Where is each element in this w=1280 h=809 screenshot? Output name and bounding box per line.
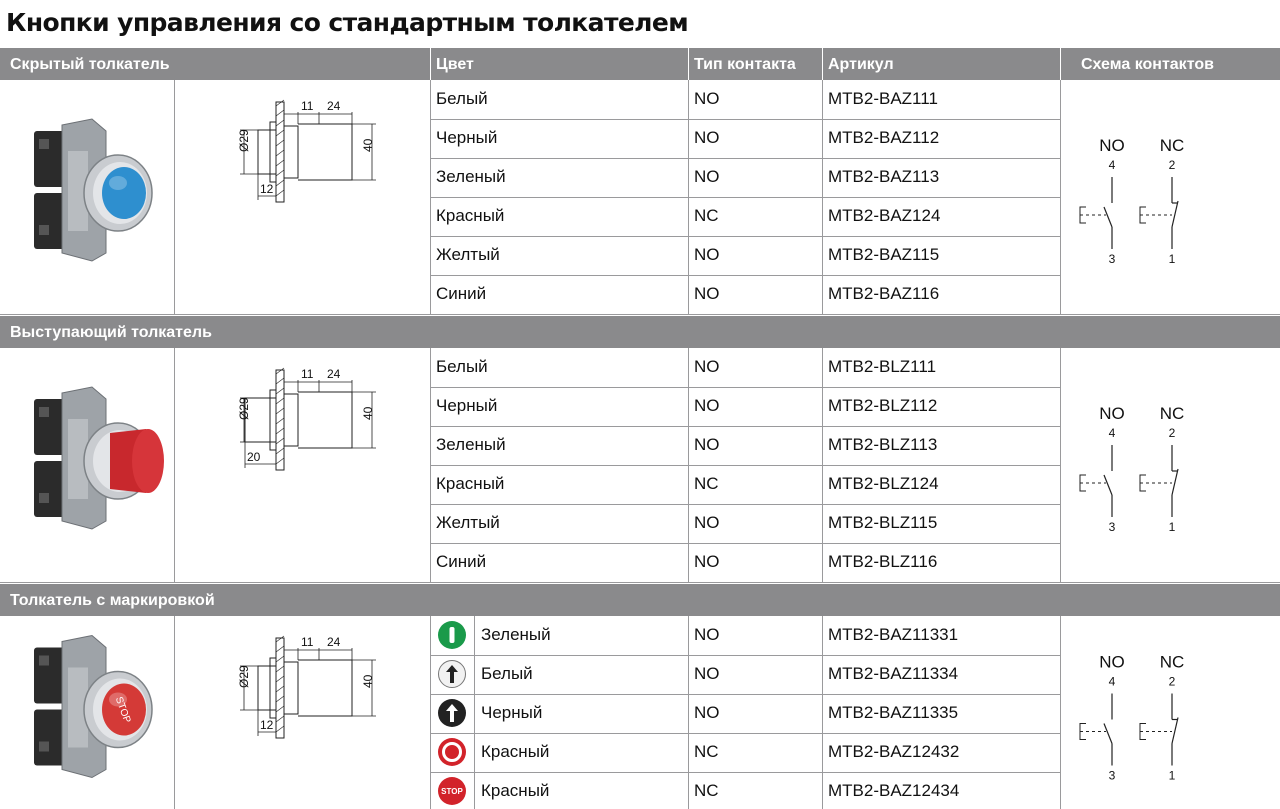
grid-line-vertical <box>174 80 175 314</box>
color-label: Синий <box>436 284 487 303</box>
article-number[interactable]: MTB2-BAZ113 <box>828 167 940 186</box>
svg-text:NO: NO <box>1099 404 1125 423</box>
svg-text:4: 4 <box>1108 158 1116 172</box>
article-number[interactable]: MTB2-BAZ124 <box>828 206 941 225</box>
black-arrow-up-icon <box>437 698 467 728</box>
pushbutton-photo <box>6 622 170 805</box>
dimension-drawing <box>200 358 400 498</box>
article-number[interactable]: MTB2-BLZ116 <box>828 552 938 571</box>
grid-line-horizontal <box>430 426 1060 427</box>
grid-line-horizontal <box>430 197 1060 198</box>
column-header-schema: Схема контактов <box>1081 56 1214 73</box>
article-number[interactable]: MTB2-BLZ111 <box>828 357 937 376</box>
svg-text:4: 4 <box>1108 674 1116 689</box>
header-divider <box>822 48 823 80</box>
section-title: Скрытый толкатель <box>10 56 170 73</box>
grid-line-horizontal <box>430 465 1060 466</box>
grid-line-vertical <box>822 616 823 809</box>
color-label: Красный <box>481 781 550 800</box>
svg-text:1: 1 <box>1168 768 1176 783</box>
article-number[interactable]: MTB2-BAZ112 <box>828 128 940 147</box>
svg-text:40: 40 <box>361 674 375 688</box>
svg-text:11: 11 <box>301 367 314 381</box>
article-number[interactable]: MTB2-BAZ11334 <box>828 664 959 683</box>
color-label: Черный <box>436 396 498 415</box>
grid-line-horizontal <box>430 158 1060 159</box>
svg-text:NC: NC <box>1159 404 1185 423</box>
grid-line-vertical <box>174 616 175 809</box>
red-O-icon <box>437 737 467 767</box>
red-stop-icon <box>437 776 467 806</box>
svg-text:3: 3 <box>1108 252 1116 266</box>
svg-text:40: 40 <box>361 406 375 420</box>
contact-type: NC <box>694 781 719 800</box>
contact-type: NC <box>694 742 719 761</box>
column-header-color: Цвет <box>436 56 474 73</box>
article-number[interactable]: MTB2-BAZ11335 <box>828 703 959 722</box>
color-label: Зеленый <box>436 435 506 454</box>
svg-text:3: 3 <box>1108 768 1116 783</box>
color-label: Черный <box>436 128 498 147</box>
grid-line-vertical <box>474 616 475 809</box>
article-number[interactable]: MTB2-BAZ12432 <box>828 742 960 761</box>
grid-line-vertical <box>174 348 175 582</box>
svg-text:NC: NC <box>1159 136 1185 155</box>
grid-line-vertical <box>1060 348 1061 582</box>
svg-text:3: 3 <box>1108 520 1116 534</box>
svg-text:2: 2 <box>1168 426 1176 440</box>
color-label: Белый <box>436 89 488 108</box>
page-title: Кнопки управления со стандартным толкателем <box>6 8 689 37</box>
color-label: Желтый <box>436 513 500 532</box>
grid-line-horizontal <box>0 582 1280 583</box>
article-number[interactable]: MTB2-BAZ12434 <box>828 781 960 800</box>
header-divider <box>430 48 431 80</box>
contact-type: NC <box>694 206 719 225</box>
svg-text:12: 12 <box>260 182 274 196</box>
color-label: Черный <box>481 703 543 722</box>
contact-type: NO <box>694 167 720 186</box>
contact-type: NO <box>694 664 720 683</box>
contact-type: NO <box>694 357 720 376</box>
grid-line-horizontal <box>430 387 1060 388</box>
grid-line-horizontal <box>430 504 1060 505</box>
grid-line-horizontal <box>430 543 1060 544</box>
contact-type: NO <box>694 284 720 303</box>
svg-text:2: 2 <box>1168 158 1176 172</box>
article-number[interactable]: MTB2-BLZ115 <box>828 513 938 532</box>
color-label: Зеленый <box>481 625 551 644</box>
svg-text:Ø29: Ø29 <box>237 397 251 420</box>
contact-schema <box>1066 624 1266 803</box>
article-number[interactable]: MTB2-BLZ113 <box>828 435 938 454</box>
contact-type: NO <box>694 552 720 571</box>
article-number[interactable]: MTB2-BLZ124 <box>828 474 939 493</box>
color-label: Желтый <box>436 245 500 264</box>
contact-type: NO <box>694 89 720 108</box>
grid-line-horizontal <box>430 275 1060 276</box>
svg-text:1: 1 <box>1168 520 1176 534</box>
color-label: Красный <box>436 206 505 225</box>
svg-text:24: 24 <box>327 367 341 381</box>
contact-type: NO <box>694 396 720 415</box>
grid-line-horizontal <box>0 314 1280 315</box>
grid-line-vertical <box>1060 616 1061 809</box>
pushbutton-photo <box>6 354 170 576</box>
svg-text:NC: NC <box>1159 652 1185 672</box>
section-title: Выступающий толкатель <box>10 324 212 341</box>
header-divider <box>688 48 689 80</box>
svg-text:40: 40 <box>361 138 375 152</box>
svg-text:20: 20 <box>247 450 261 464</box>
color-label: Красный <box>436 474 505 493</box>
svg-text:NO: NO <box>1099 652 1125 672</box>
pushbutton-photo <box>6 86 170 308</box>
contact-schema <box>1066 356 1266 574</box>
contact-type: NO <box>694 625 720 644</box>
color-label: Зеленый <box>436 167 506 186</box>
svg-text:11: 11 <box>301 635 314 649</box>
color-label: Белый <box>481 664 533 683</box>
section-header <box>0 316 1280 348</box>
article-number[interactable]: MTB2-BAZ111 <box>828 89 938 108</box>
svg-text:12: 12 <box>260 718 274 732</box>
grid-line-vertical <box>1060 80 1061 314</box>
article-number[interactable]: MTB2-BAZ115 <box>828 245 940 264</box>
grid-line-vertical <box>430 616 431 809</box>
green-I-icon <box>437 620 467 650</box>
svg-text:Ø29: Ø29 <box>237 665 251 688</box>
column-header-article: Артикул <box>828 56 894 73</box>
article-number[interactable]: MTB2-BAZ116 <box>828 284 940 303</box>
dimension-drawing <box>200 626 400 766</box>
svg-text:1: 1 <box>1168 252 1176 266</box>
white-arrow-up-icon <box>437 659 467 689</box>
contact-type: NO <box>694 245 720 264</box>
dimension-drawing <box>200 90 400 230</box>
svg-text:2: 2 <box>1168 674 1176 689</box>
svg-text:NO: NO <box>1099 136 1125 155</box>
color-label: Белый <box>436 357 488 376</box>
svg-text:STOP: STOP <box>112 695 133 725</box>
svg-text:STOP: STOP <box>441 787 463 796</box>
svg-text:Ø29: Ø29 <box>237 129 251 152</box>
svg-text:4: 4 <box>1108 426 1116 440</box>
contact-type: NO <box>694 128 720 147</box>
section-header <box>0 584 1280 616</box>
contact-type: NC <box>694 474 719 493</box>
grid-line-vertical <box>688 616 689 809</box>
section-header <box>0 48 1280 80</box>
contact-type: NO <box>694 703 720 722</box>
svg-text:24: 24 <box>327 99 341 113</box>
article-number[interactable]: MTB2-BLZ112 <box>828 396 938 415</box>
product-table <box>0 48 1280 809</box>
article-number[interactable]: MTB2-BAZ11331 <box>828 625 959 644</box>
contact-schema <box>1066 88 1266 306</box>
grid-line-horizontal <box>430 119 1060 120</box>
column-header-contact-type: Тип контакта <box>694 56 796 73</box>
color-label: Синий <box>436 552 487 571</box>
svg-text:11: 11 <box>301 99 314 113</box>
section-title: Толкатель с маркировкой <box>10 592 215 609</box>
color-label: Красный <box>481 742 550 761</box>
svg-text:24: 24 <box>327 635 341 649</box>
contact-type: NO <box>694 435 720 454</box>
header-divider <box>1060 48 1061 80</box>
contact-type: NO <box>694 513 720 532</box>
grid-line-horizontal <box>430 236 1060 237</box>
